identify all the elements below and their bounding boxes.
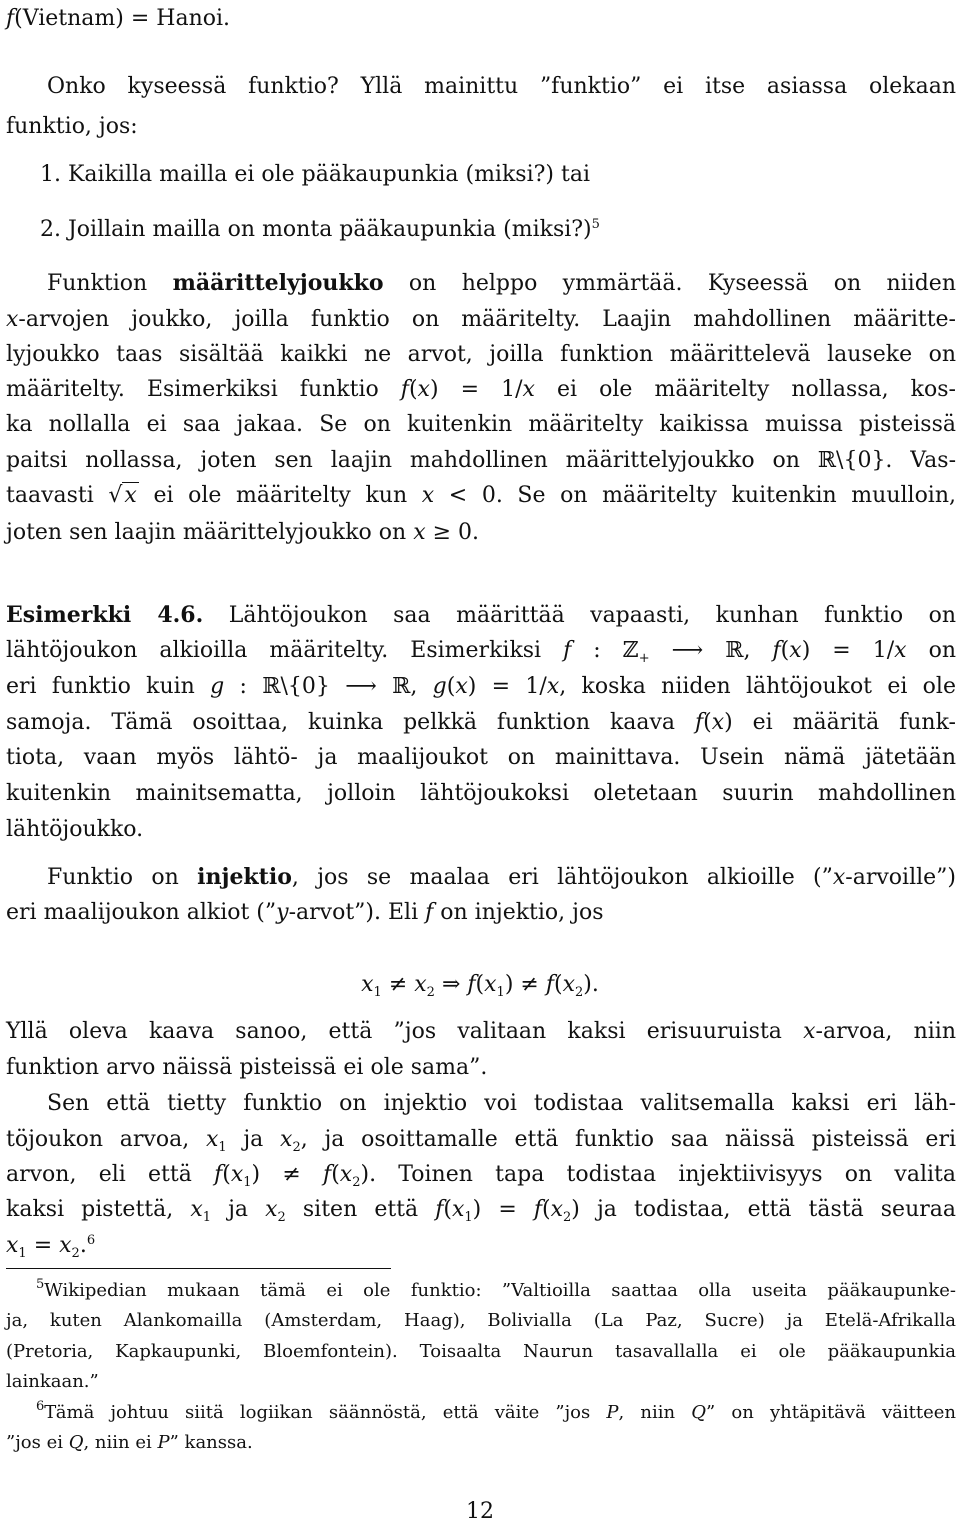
footnote-line: $^5$Wikipedian mukaan tämä ei ole funktio: ”Valtioilla saattaa olla useita pääkaupunke- <box>36 1277 956 1301</box>
text-line: Funktion määrittelyjoukko on helppo ymmärtää. Kyseessä on niiden <box>47 270 956 296</box>
text-line: arvon, eli että $f(x_1) \ne f(x_2)$. Toinen tapa todistaa injektiivisyys on valita <box>6 1162 957 1190</box>
text-line: $x_1 = x_2.^6$ <box>6 1233 96 1261</box>
text-line: eri funktio kuin g : ℝ\{0} ⟶ ℝ, g(x) = 1/x, koska niiden lähtöjoukot ei ole <box>6 674 956 699</box>
text-line: paitsi nollassa, joten sen laajin mahdollinen määrittelyjoukko on ℝ\{0}. Vas- <box>6 448 956 473</box>
text-line: Onko kyseessä funktio? Yllä mainittu ”funktio” ei itse asiassa olekaan <box>47 74 956 99</box>
text-line: Sen että tietty funktio on injektio voi todistaa valitsemalla kaksi eri läh- <box>47 1091 956 1116</box>
page-number: 12 <box>466 1499 494 1524</box>
text-line: Yllä oleva kaava sanoo, että ”jos valitaan kaksi erisuuruista x-arvoa, niin <box>6 1019 956 1044</box>
footnote-line: $^6$Tämä johtuu siitä logiikan säännöstä, että väite ”jos P, niin Q” on yhtäpitävä väitteen <box>36 1399 956 1423</box>
text-line: x-arvojen joukko, joilla funktio on määritelty. Laajin mahdollinen määritte- <box>6 307 956 332</box>
equation: $x_1 \ne x_2$ ⇒ $f(x_1) \ne f(x_2)$. <box>361 972 599 1000</box>
text-line: kaksi pistettä, $x_1$ ja $x_2$ siten että $f(x_1) = f(x_2)$ ja todistaa, että tästä seuraa <box>6 1197 956 1225</box>
footnote-line: (Pretoria, Kapkaupunki, Bloemfontein). Toisaalta Naurun tasavallalla ei ole pääkaupunkia <box>6 1341 956 1362</box>
list-item: 2. Joillain mailla on monta pääkaupunkia (miksi?)$^5$ <box>40 217 600 242</box>
text-line: Esimerkki 4.6. Lähtöjoukon saa määrittää vapaasti, kunhan funktio on <box>6 602 956 628</box>
text-line: lyjoukko taas sisältää kaikki ne arvot, joilla funktion määrittelevä lauseke on <box>6 342 956 367</box>
footnote-line: ”jos ei Q, niin ei P” kanssa. <box>6 1432 253 1453</box>
text-line: funktio, jos: <box>6 114 138 139</box>
text-line: funktion arvo näissä pisteissä ei ole sama”. <box>6 1055 488 1080</box>
text-line: taavasti √x ei ole määritelty kun x < 0. Se on määritelty kuitenkin muulloin, <box>6 483 957 508</box>
text-line: Funktio on injektio, jos se maalaa eri lähtöjoukon alkioille (”x-arvoille”) <box>47 864 956 890</box>
text-line: f(Vietnam) = Hanoi. <box>6 6 231 31</box>
footnote-rule <box>6 1268 391 1269</box>
text-line: eri maalijoukon alkiot (”y-arvot”). Eli f on injektio, jos <box>6 900 604 925</box>
list-item: 1. Kaikilla mailla ei ole pääkaupunkia (miksi?) tai <box>40 162 590 187</box>
text-line: lähtöjoukko. <box>6 817 144 842</box>
text-line: töjoukon arvoa, $x_1$ ja $x_2$, ja osoittamalle että funktio saa näissä pisteissä eri <box>6 1127 956 1155</box>
text-line: lähtöjoukon alkioilla määritelty. Esimerkiksi f : ℤ$_+$ ⟶ ℝ, f(x) = 1/x on <box>6 638 956 666</box>
text-line: ka nollalla ei saa jakaa. Se on kuitenkin määritelty kaikissa muissa pisteissä <box>6 412 956 437</box>
text-line: tiota, vaan myös lähtö- ja maalijoukot on mainittava. Usein nämä jätetään <box>6 745 956 770</box>
text-line: joten sen laajin määrittelyjoukko on x ≥ 0. <box>6 520 480 545</box>
text-line: määritelty. Esimerkiksi funktio f(x) = 1/x ei ole määritelty nollassa, kos- <box>6 377 956 402</box>
footnote-line: lainkaan.” <box>6 1371 99 1392</box>
text-line: samoja. Tämä osoittaa, kuinka pelkkä funktion kaava f(x) ei määritä funk- <box>6 710 956 735</box>
footnote-line: ja, kuten Alankomailla (Amsterdam, Haag), Bolivialla (La Paz, Sucre) ja Etelä-Afrikalla <box>6 1310 956 1331</box>
text-line: kuitenkin mainitsematta, jolloin lähtöjoukoksi oletetaan suurin mahdollinen <box>6 781 956 806</box>
